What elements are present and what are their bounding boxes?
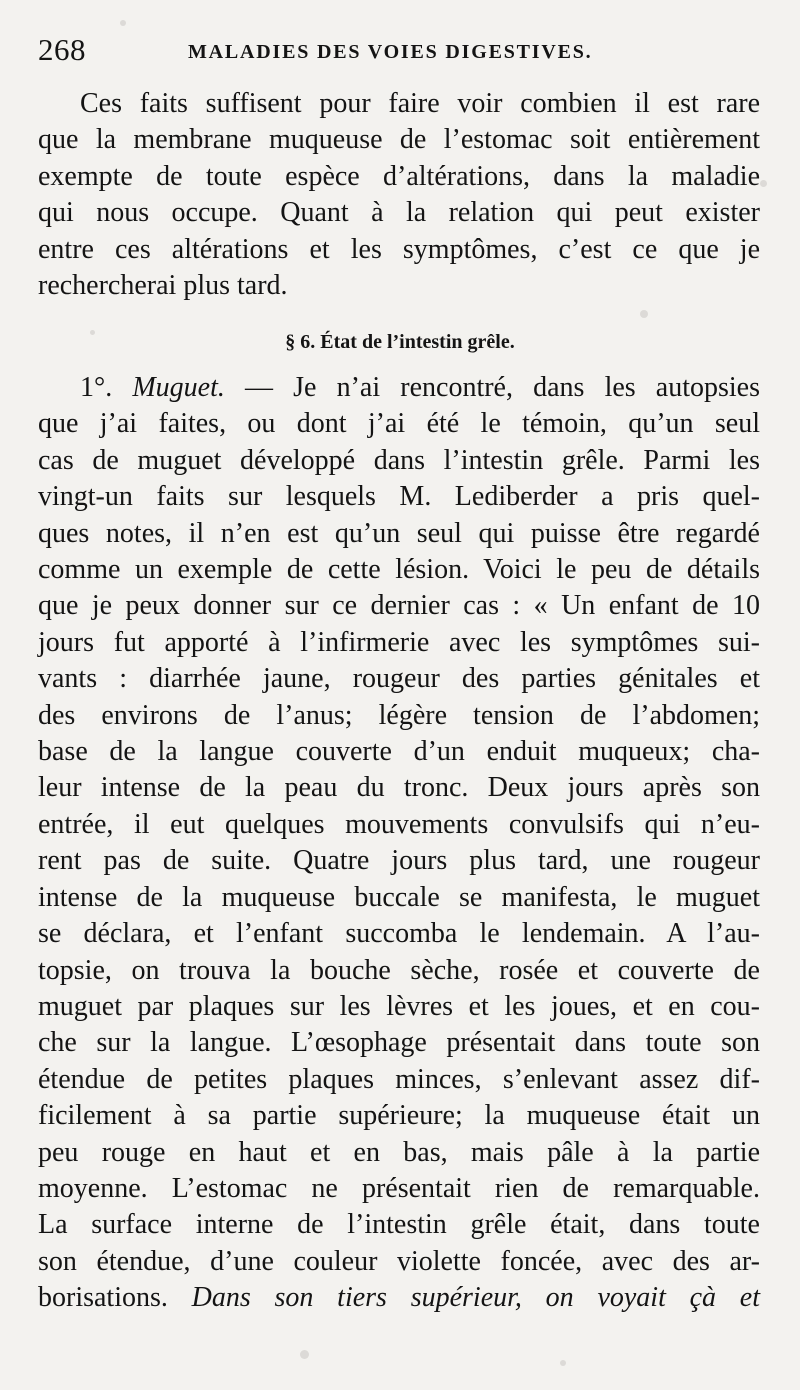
text-line: comme un exemple de cette lésion. Voici le peu de détails (38, 554, 760, 586)
text-line: peu rouge en haut et en bas, mais pâle à la partie (38, 1136, 760, 1168)
text-line: ficilement à sa partie supérieure; la muqueuse était un (38, 1100, 760, 1132)
paragraph-lead-line (38, 370, 760, 406)
text-line: muguet par plaques sur les lèvres et les joues, et en cou- (38, 990, 760, 1022)
paragraph-1 (38, 86, 760, 304)
text-line: que j’ai faites, ou dont j’ai été le témoin, qu’un seul (38, 408, 760, 440)
text-line: exempte de toute espèce d’altérations, dans la maladie (38, 160, 760, 192)
text-line: Ces faits suffisent pour faire voir combien il est rare (80, 88, 760, 119)
paper-speck (90, 330, 95, 335)
text-line: leur intense de la peau du tronc. Deux jours après son (38, 772, 760, 804)
text-line: — Je n’ai rencontré, dans les autopsies (224, 372, 761, 403)
running-head: MALADIES DES VOIES DIGESTIVES. (188, 41, 593, 63)
text-line: qui nous occupe. Quant à la relation qui peut exister (38, 197, 760, 229)
text-line: cas de muguet développé dans l’intestin grêle. Parmi les (38, 444, 760, 476)
item-number: 1°. (80, 372, 113, 403)
text-line: son étendue, d’une couleur violette foncée, avec des ar- (38, 1245, 760, 1277)
text-line: jours fut apporté à l’infirmerie avec les symptômes sui- (38, 626, 760, 658)
paper-speck (120, 20, 126, 26)
text-line: entre ces altérations et les symptômes, c’est ce que je (38, 233, 760, 265)
text-line: se déclara, et l’enfant succomba le lendemain. A l’au- (38, 918, 760, 950)
text-line: La surface interne de l’intestin grêle était, dans toute (38, 1209, 760, 1241)
text-line: étendue de petites plaques minces, s’enlevant assez dif- (38, 1063, 760, 1095)
text-line: rent pas de suite. Quatre jours plus tard, une rougeur (38, 845, 760, 877)
text-line: entrée, il eut quelques mouvements convulsifs qui n’eu- (38, 808, 760, 840)
paper-speck (640, 310, 648, 318)
text-line: ques notes, il n’en est qu’un seul qui puisse être regardé (38, 517, 760, 549)
page-header (38, 30, 758, 70)
text-line: que la membrane muqueuse de l’estomac soit entièrement (38, 124, 760, 156)
item-title: Muguet. (132, 372, 225, 403)
text-line: des environs de l’anus; légère tension de l’abdomen; (38, 699, 760, 731)
text-line: rechercherai plus tard. (38, 270, 288, 302)
paper-speck (300, 1350, 309, 1359)
text-fragment-italic: Dans son tiers supérieur, on voyait çà et (167, 1282, 760, 1314)
text-line: vants : diarrhée jaune, rougeur des parties génitales et (38, 663, 760, 695)
page-number: 268 (38, 32, 86, 67)
paragraph-2 (38, 370, 760, 1317)
text-fragment: borisations. (38, 1282, 168, 1314)
text-line: que je peux donner sur ce dernier cas : « Un enfant de 10 (38, 590, 760, 622)
paper-speck (560, 1360, 566, 1366)
section-title: § 6. État de l’intestin grêle. (285, 331, 515, 353)
paper-speck (760, 180, 767, 187)
text-line: intense de la muqueuse buccale se manifesta, le muguet (38, 881, 760, 913)
text-line: che sur la langue. L’œsophage présentait dans toute son (38, 1027, 760, 1059)
text-line: base de la langue couverte d’un enduit muqueux; cha- (38, 736, 760, 768)
text-line: topsie, on trouva la bouche sèche, rosée et couverte de (38, 954, 760, 986)
text-line: vingt-un faits sur lesquels M. Lediberder a pris quel- (38, 481, 760, 513)
text-line: moyenne. L’estomac ne présentait rien de remarquable. (38, 1172, 760, 1204)
text-line-final (38, 1280, 760, 1316)
